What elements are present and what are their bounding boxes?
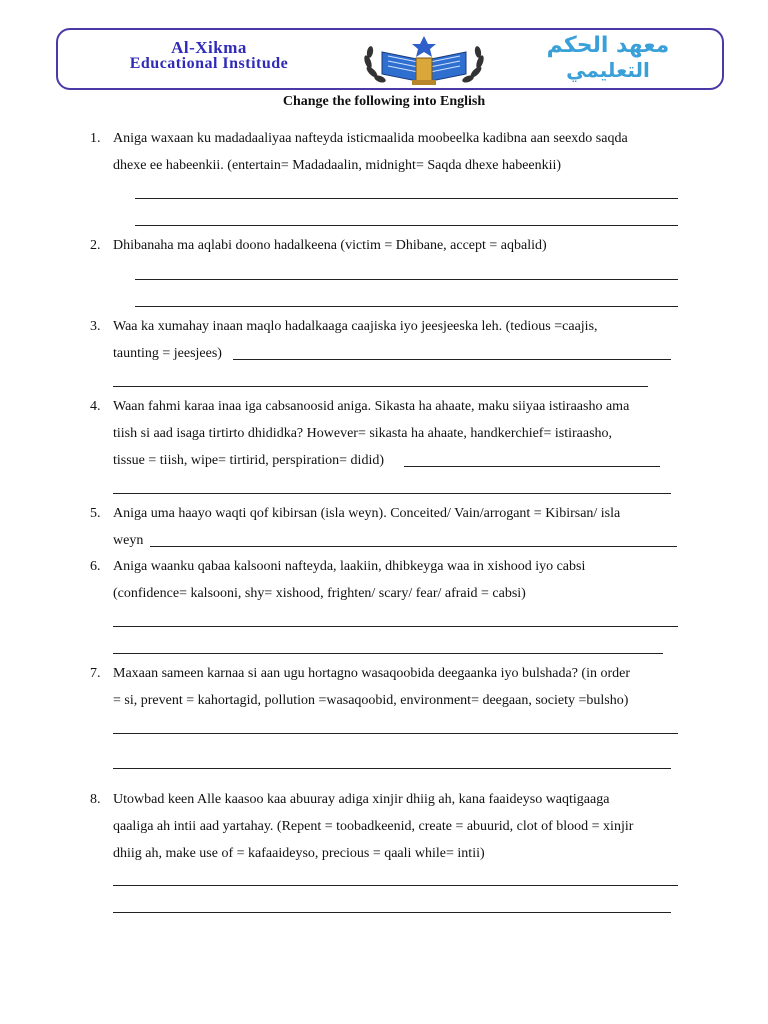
question-number: 3. bbox=[90, 319, 101, 334]
torch-icon bbox=[412, 36, 436, 85]
question-text: tissue = tiish, wipe= tirtirid, perspiration= didid) bbox=[113, 453, 384, 468]
answer-line[interactable] bbox=[113, 768, 671, 769]
arabic-name-line1: معهد الحكم bbox=[546, 33, 670, 58]
question-text: dhexe ee habeenkii. (entertain= Madadaalin, midnight= Saqda dhexe habeenkii) bbox=[113, 158, 562, 173]
arabic-name-line2: التعليمي bbox=[566, 58, 650, 82]
question-number: 1. bbox=[90, 131, 101, 146]
question-text: Aniga waanku qabaa kalsooni nafteyda, laakiin, dhibkeyga waa in xishood iyo cabsi bbox=[113, 559, 586, 574]
question-text: (confidence= kalsooni, shy= xishood, frighten/ scary/ fear/ afraid = cabsi) bbox=[113, 586, 526, 601]
question-number: 6. bbox=[90, 559, 101, 574]
question-number: 2. bbox=[90, 238, 101, 253]
institute-name-english bbox=[64, 40, 354, 72]
question-text: Utowbad keen Alle kaasoo kaa abuuray adiga xinjir dhiig ah, kana faaideyso waqtigaaga bbox=[113, 792, 610, 807]
question-text: Dhibanaha ma aqlabi doono hadalkeena (victim = Dhibane, accept = aqbalid) bbox=[113, 238, 547, 253]
answer-line[interactable] bbox=[150, 546, 677, 547]
question-text: weyn bbox=[113, 533, 144, 548]
question-text: qaaliga ah intii aad yartahay. (Repent = toobadkeenid, create = abuurid, clot of blood = xinjir bbox=[113, 819, 634, 834]
header-banner bbox=[56, 28, 724, 90]
answer-line[interactable] bbox=[113, 885, 678, 886]
question-text: Waan fahmi karaa inaa iga cabsanoosid aniga. Sikasta ha ahaate, maku siiyaa istiraasho ama bbox=[113, 399, 630, 414]
institute-logo bbox=[358, 32, 490, 88]
question-number: 5. bbox=[90, 506, 101, 521]
answer-line[interactable] bbox=[113, 626, 678, 627]
answer-line[interactable] bbox=[113, 386, 648, 387]
question-text: Aniga uma haayo waqti qof kibirsan (isla weyn). Conceited/ Vain/arrogant = Kibirsan/ isla bbox=[113, 506, 621, 521]
answer-line[interactable] bbox=[113, 493, 671, 494]
question-text: Maxaan sameen karnaa si aan ugu hortagno wasaqoobida deegaanka iyo bulshada? (in order bbox=[113, 666, 631, 681]
answer-line[interactable] bbox=[135, 306, 678, 307]
institute-name-arabic bbox=[498, 34, 718, 82]
answer-line[interactable] bbox=[113, 733, 678, 734]
answer-line[interactable] bbox=[135, 225, 678, 226]
question-text: Waa ka xumahay inaan maqlo hadalkaaga caajiska iyo jeesjeeska leh. (tedious =caajis, bbox=[113, 319, 598, 334]
worksheet-title: Change the following into English bbox=[282, 94, 486, 109]
question-text: tiish si aad isaga tirtirto dhididka? However= sikasta ha ahaate, handkerchief= istiraasho, bbox=[113, 426, 613, 441]
answer-line[interactable] bbox=[113, 653, 663, 654]
answer-line[interactable] bbox=[404, 466, 660, 467]
institute-name-line1: Al-Xikma bbox=[171, 38, 247, 57]
question-text: taunting = jeesjees) bbox=[113, 346, 222, 361]
answer-line[interactable] bbox=[233, 359, 671, 360]
question-text: = si, prevent = kahortagid, pollution =wasaqoobid, environment= deegaan, society =bulsho) bbox=[113, 693, 629, 708]
question-number: 7. bbox=[90, 666, 101, 681]
answer-line[interactable] bbox=[113, 912, 671, 913]
answer-line[interactable] bbox=[135, 279, 678, 280]
question-number: 8. bbox=[90, 792, 101, 807]
question-text: dhiig ah, make use of = kafaaideyso, precious = qaali while= intii) bbox=[113, 846, 485, 861]
answer-line[interactable] bbox=[135, 198, 678, 199]
question-text: Aniga waxaan ku madadaaliyaa nafteyda isticmaalida moobeelka kadibna aan seexdo saqda bbox=[113, 131, 628, 146]
institute-name-line2: Educational Institude bbox=[129, 55, 289, 72]
question-number: 4. bbox=[90, 399, 101, 414]
